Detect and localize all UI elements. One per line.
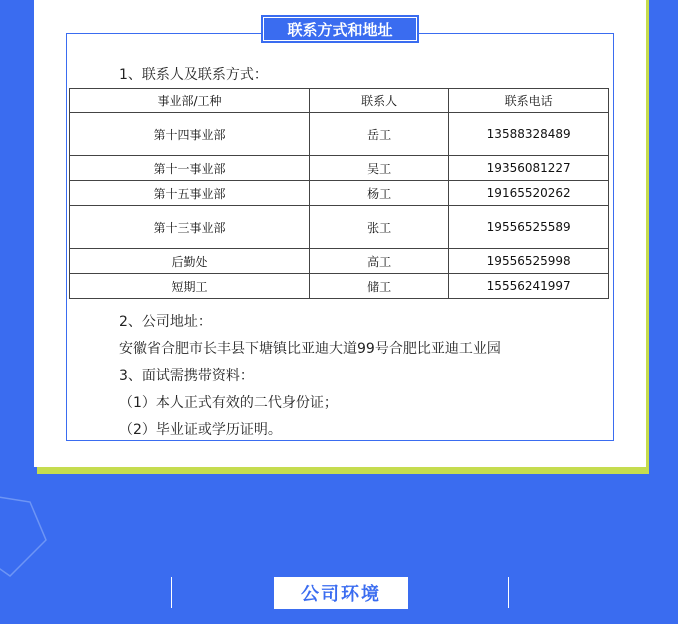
phone-cell: 19356081227 <box>449 156 609 181</box>
table-header-row <box>70 89 609 113</box>
contact-cell: 张工 <box>309 206 448 249</box>
address-heading: 2、公司地址： <box>119 314 212 330</box>
phone-cell: 15556241997 <box>449 274 609 299</box>
section-title: 联系方式和地址 <box>261 15 419 43</box>
pentagon-decoration-icon <box>0 488 60 588</box>
dept-cell: 第十四事业部 <box>70 113 310 156</box>
dept-cell: 第十一事业部 <box>70 156 310 181</box>
phone-cell: 13588328489 <box>449 113 609 156</box>
company-environment-button[interactable]: 公司环境 <box>274 577 408 609</box>
contacts-heading: 1、联系人及联系方式： <box>119 67 268 83</box>
contact-cell: 岳工 <box>309 113 448 156</box>
contact-cell: 吴工 <box>309 156 448 181</box>
divider-right <box>508 577 509 608</box>
dept-cell: 第十三事业部 <box>70 206 310 249</box>
header-contact: 联系人 <box>309 89 448 113</box>
materials-item: （1）本人正式有效的二代身份证； <box>119 395 338 411</box>
table-row <box>70 113 609 156</box>
table-row <box>70 181 609 206</box>
phone-cell: 19556525589 <box>449 206 609 249</box>
table-row <box>70 249 609 274</box>
address-text: 安徽省合肥市长丰县下塘镇比亚迪大道99号合肥比亚迪工业园 <box>119 341 501 357</box>
divider-left <box>171 577 172 608</box>
dept-cell: 后勤处 <box>70 249 310 274</box>
header-phone: 联系电话 <box>449 89 609 113</box>
dept-cell: 第十五事业部 <box>70 181 310 206</box>
contact-cell: 高工 <box>309 249 448 274</box>
materials-heading: 3、面试需携带资料： <box>119 368 254 384</box>
table-row <box>70 274 609 299</box>
materials-item: （2）毕业证或学历证明。 <box>119 422 282 438</box>
table-row <box>70 206 609 249</box>
phone-cell: 19165520262 <box>449 181 609 206</box>
table-row <box>70 156 609 181</box>
contacts-table <box>69 88 609 299</box>
phone-cell: 19556525998 <box>449 249 609 274</box>
contact-cell: 杨工 <box>309 181 448 206</box>
dept-cell: 短期工 <box>70 274 310 299</box>
contact-cell: 储工 <box>309 274 448 299</box>
header-dept: 事业部/工种 <box>70 89 310 113</box>
